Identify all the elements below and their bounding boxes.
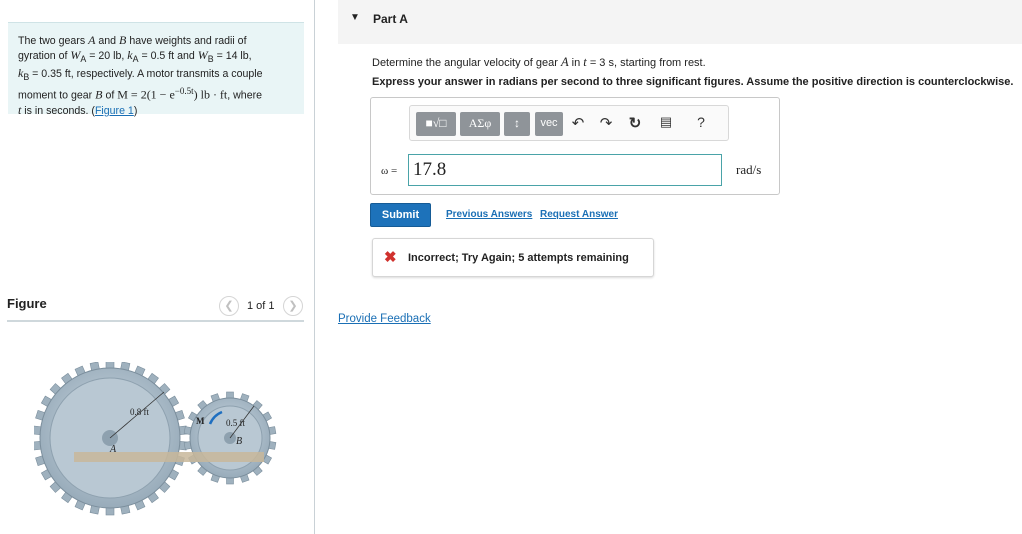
- problem-text: of: [105, 89, 115, 102]
- feedback-message: [372, 238, 654, 277]
- moment-equation: M = 2(1 − e: [117, 87, 175, 102]
- keyboard-icon[interactable]: ▤: [659, 114, 673, 129]
- support-ground: [74, 452, 264, 462]
- instruction-text: Express your answer in radians per second to three significant figures. Assume the positive direction is counterclockwise.: [372, 76, 1014, 88]
- problem-statement: [8, 22, 304, 117]
- part-header[interactable]: [338, 0, 1022, 44]
- label-gear-b: B: [236, 436, 243, 447]
- submit-button[interactable]: Submit: [370, 203, 431, 227]
- vec-button[interactable]: [535, 112, 563, 136]
- help-icon[interactable]: ?: [697, 114, 705, 130]
- label-motor: M: [196, 416, 205, 426]
- label-radius-b: 0.5 ft: [226, 418, 245, 428]
- problem-text: The two gears: [18, 35, 86, 47]
- var-gear-a: A: [560, 55, 569, 69]
- undo-icon[interactable]: ↶: [571, 115, 585, 132]
- var-t: t: [18, 102, 22, 117]
- redo-icon[interactable]: ↷: [599, 115, 613, 132]
- problem-text: moment to gear: [18, 89, 93, 102]
- caret-down-icon[interactable]: ▼: [350, 12, 360, 23]
- problem-value: = 0.35 ft: [32, 68, 71, 81]
- figure-title: Figure: [7, 296, 47, 311]
- problem-value: = 14 lb,: [216, 50, 252, 62]
- question-prefix: Determine the angular velocity of gear: [372, 57, 558, 69]
- feedback-text: Incorrect; Try Again; 5 attempts remaining: [408, 252, 629, 264]
- previous-answers-link[interactable]: Previous Answers: [446, 209, 533, 220]
- label-radius-a: 0.8 ft: [130, 407, 149, 417]
- problem-text: , respectively. A motor transmits a couple: [70, 68, 263, 81]
- problem-value: = 0.5 ft: [141, 50, 175, 62]
- subscript-icon: ↕: [514, 116, 520, 130]
- var-wb: W: [197, 48, 208, 62]
- var-kb: k: [18, 66, 24, 81]
- var-ka: k: [127, 48, 133, 62]
- templates-icon: ■√□: [425, 116, 447, 130]
- var-t: t: [583, 55, 587, 69]
- var-gear-b: B: [95, 87, 103, 102]
- problem-value: = 20 lb,: [89, 50, 125, 62]
- vec-label: vec: [540, 117, 558, 129]
- problem-text: and: [177, 50, 195, 62]
- error-x-icon: ✖: [384, 249, 397, 266]
- question-suffix: = 3 s, starting from rest.: [589, 57, 706, 69]
- gears-figure: [34, 362, 280, 522]
- request-answer-link[interactable]: Request Answer: [540, 209, 618, 220]
- var-gear-b: B: [119, 33, 127, 47]
- figure-link[interactable]: Figure 1: [94, 104, 134, 117]
- answer-box: [370, 97, 780, 195]
- answer-input[interactable]: [408, 154, 722, 186]
- problem-text: have weights and radii of: [129, 35, 247, 47]
- subscript-button[interactable]: [504, 112, 530, 136]
- var-wa: W: [70, 48, 81, 62]
- greek-button[interactable]: [460, 112, 500, 136]
- var-gear-a: A: [88, 33, 96, 47]
- question-text-part: in: [571, 57, 581, 69]
- figure-prev-button[interactable]: [219, 296, 239, 316]
- problem-text: ): [133, 104, 138, 117]
- label-gear-a: A: [110, 444, 117, 455]
- figure-count: 1 of 1: [247, 300, 275, 312]
- var-sub: B: [207, 54, 214, 65]
- gear-a: [34, 362, 187, 515]
- moment-exponent: −0.5t: [174, 86, 194, 97]
- chevron-left-icon: ❮: [224, 300, 234, 312]
- problem-text: is in seconds. (: [24, 104, 95, 117]
- reset-icon[interactable]: ↻: [628, 115, 642, 132]
- problem-text: gyration of: [18, 50, 68, 62]
- var-sub: A: [132, 54, 139, 65]
- math-toolbar: [409, 105, 729, 141]
- problem-text: and: [98, 35, 117, 47]
- var-sub: B: [23, 72, 30, 83]
- provide-feedback-link[interactable]: Provide Feedback: [338, 313, 431, 325]
- greek-icon: ΑΣφ: [468, 116, 492, 130]
- panel-divider: [314, 0, 315, 534]
- var-sub: A: [80, 54, 87, 65]
- chevron-right-icon: ❯: [288, 300, 298, 312]
- answer-label: ω =: [381, 165, 398, 177]
- templates-button[interactable]: [416, 112, 456, 136]
- figure-header: [7, 294, 304, 322]
- part-title: Part A: [373, 12, 408, 26]
- figure-next-button[interactable]: [283, 296, 303, 316]
- unit-label: rad/s: [736, 162, 762, 177]
- moment-equation-end: ) lb · ft: [193, 87, 228, 102]
- problem-text: , where: [227, 89, 263, 102]
- question-text: [372, 55, 706, 70]
